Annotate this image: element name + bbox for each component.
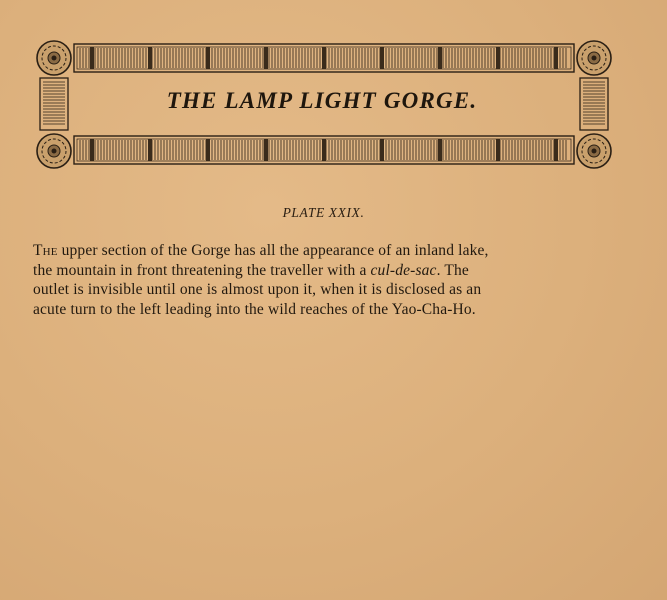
paragraph-first-word: The — [33, 242, 58, 259]
paragraph-line — [33, 261, 628, 281]
balustrade-post — [90, 139, 94, 161]
plate-label: PLATE XXIX. — [282, 205, 365, 220]
balustrade-post — [496, 139, 500, 161]
body-paragraph — [33, 241, 628, 319]
balustrade-post — [380, 47, 384, 69]
balustrade-post — [554, 47, 558, 69]
paragraph-line-text: . The — [436, 261, 469, 279]
paragraph-line-text: upper section of the Gorge has all the appearance of an inland lake, — [57, 242, 489, 259]
paragraph-line — [33, 241, 628, 261]
balustrade-post — [380, 139, 384, 161]
balustrade-post — [264, 139, 268, 161]
balustrade-post — [438, 139, 442, 161]
balustrade-post — [264, 47, 268, 69]
balustrade-post — [148, 47, 152, 69]
balustrade-post — [206, 139, 210, 161]
balustrade-post — [90, 47, 94, 69]
left-side-panel — [40, 78, 68, 130]
balustrade-post — [438, 47, 442, 69]
right-side-panel — [580, 78, 608, 130]
balustrade-post — [322, 139, 326, 161]
balustrade-post — [148, 139, 152, 161]
bottom-balustrade — [74, 136, 574, 164]
corner-rosette-bottom-right-icon — [577, 134, 611, 168]
top-balustrade — [74, 44, 574, 72]
corner-rosette-top-right-icon — [577, 41, 611, 75]
paragraph-line-text: the mountain in front threatening the traveller with a — [33, 261, 371, 279]
balustrade-post — [554, 139, 558, 161]
balustrade-post — [206, 47, 210, 69]
paragraph-line: acute turn to the left leading into the wild reaches of the Yao-Cha-Ho. — [33, 300, 476, 318]
paragraph-line: outlet is invisible until one is almost upon it, when it is disclosed as an — [33, 281, 482, 298]
corner-rosette-bottom-left-icon — [37, 134, 71, 168]
balustrade-post — [322, 47, 326, 69]
page-title: THE LAMP LIGHT GORGE. — [166, 88, 478, 113]
corner-rosette-top-left-icon — [37, 41, 71, 75]
balustrade-post — [496, 47, 500, 69]
italic-phrase: cul-de-sac — [370, 261, 437, 279]
